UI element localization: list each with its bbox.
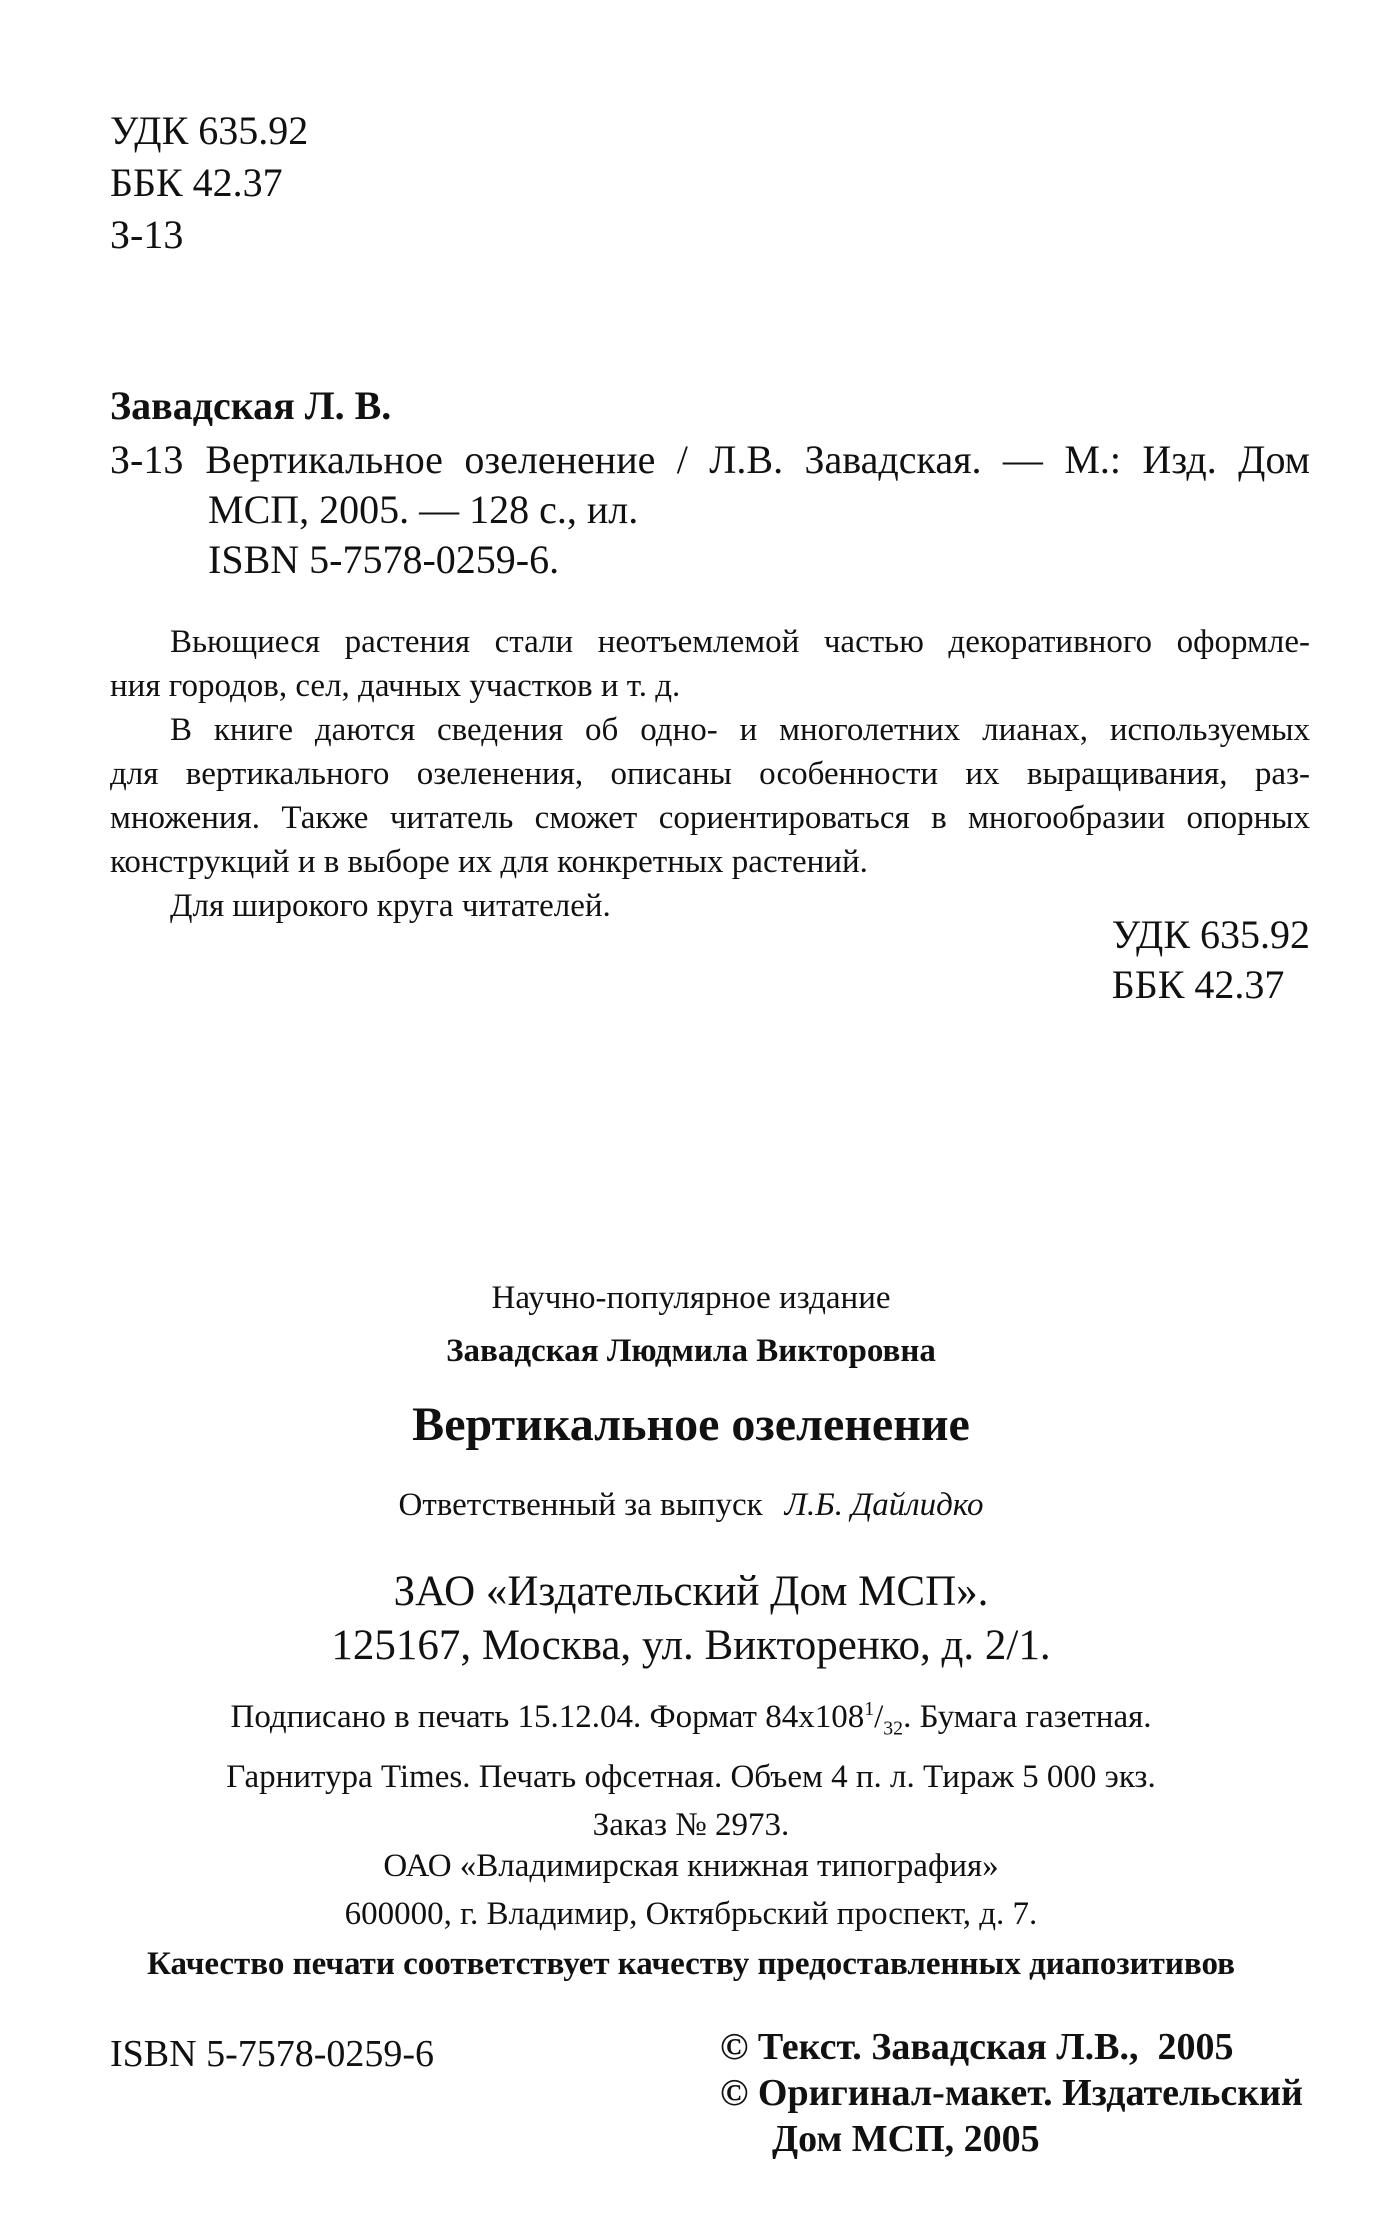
print-line-3: Заказ № 2973. — [592, 1806, 790, 1843]
footer-isbn: ISBN 5-7578-0259-6 — [110, 2033, 435, 2075]
udk-code: УДК 635.92 — [110, 108, 309, 153]
copyright-block — [720, 2024, 1303, 2162]
editor-line — [0, 1487, 1382, 1524]
printer-block — [0, 1842, 1382, 1938]
record-imprint: МСП, 2005. — 128 с., ил. — [208, 487, 639, 532]
editor-label: Ответственный за выпуск — [398, 1487, 763, 1523]
publisher-address: 125167, Москва, ул. Викторенко, д. 2/1. — [331, 1622, 1051, 1669]
audience-note: Для широкого круга читателей. — [170, 888, 611, 924]
bbk-code-right: ББК 42.37 — [1111, 962, 1285, 1007]
annotation — [110, 620, 1310, 928]
annotation-line: конструкций и в выборе их для конкретных растений. — [110, 844, 868, 880]
copyright-layout: © Оригинал-макет. Издательский — [720, 2072, 1303, 2114]
copyright-text: © Текст. Завадская Л.В., 2005 — [720, 2026, 1234, 2068]
annotation-line: Вьющиеся растения стали неотъемлемой частью декоративного оформле- — [170, 624, 1310, 660]
print-line-1-text: Подписано в печать 15.12.04. Формат 84х108 — [230, 1699, 865, 1735]
editor-name: Л.Б. Дайлидко — [784, 1487, 984, 1523]
right-classification-codes — [1112, 910, 1310, 1010]
classification-codes — [110, 105, 308, 261]
annotation-line: для вертикального озеленения, описаны особенности их выращивания, раз- — [110, 756, 1310, 792]
series-type: Научно-популярное издание — [491, 1280, 891, 1316]
record-isbn: ISBN 5-7578-0259-6. — [208, 537, 560, 582]
author-full-name: Завадская Людмила Викторовна — [446, 1333, 936, 1369]
publisher-name: ЗАО «Издательский Дом МСП». — [393, 1568, 989, 1615]
record-title-line — [110, 436, 1310, 483]
annotation-line: В книге даются сведения об одно- и многолетних лианах, используемых — [170, 712, 1310, 748]
copyright-layout-cont: Дом МСП, 2005 — [772, 2118, 1040, 2160]
annotation-line: ния городов, сел, дачных участков и т. д. — [110, 668, 681, 704]
printer-name: ОАО «Владимирская книжная типография» — [383, 1848, 999, 1884]
bbk-code: ББК 42.37 — [110, 160, 283, 205]
format-fraction-num: 1 — [864, 1698, 875, 1720]
printer-address: 600000, г. Владимир, Октябрьский проспект, д. 7. — [344, 1896, 1038, 1932]
udk-code-right: УДК 635.92 — [1111, 912, 1310, 957]
author-mark: З-13 — [110, 212, 184, 257]
record-title: Вертикальное озеленение / Л.В. Завадская. — М.: Изд. Дом — [205, 437, 1310, 482]
quality-note: Качество печати соответствует качеству предоставленных диапозитивов — [147, 1946, 1235, 1982]
print-line-1-tail: . Бумага газетная. — [903, 1699, 1152, 1735]
format-fraction-den: 32 — [883, 1717, 904, 1740]
record-author: Завадская Л. В. — [110, 383, 392, 428]
book-title: Вертикальное озеленение — [412, 1398, 970, 1451]
publisher-block — [0, 1565, 1382, 1673]
print-line-2: Гарнитура Times. Печать офсетная. Объем 4 п. л. Тираж 5 000 экз. — [226, 1758, 1156, 1795]
record-mark: З-13 — [110, 437, 184, 482]
print-line-1: Подписано в печать 15.12.04. Формат $84х108^1/_{32}$. Бумага газетная. — [230, 1698, 1152, 1740]
annotation-line: множения. Также читатель сможет сориентироваться в многообразии опорных — [110, 800, 1310, 836]
print-info — [0, 1685, 1382, 1849]
